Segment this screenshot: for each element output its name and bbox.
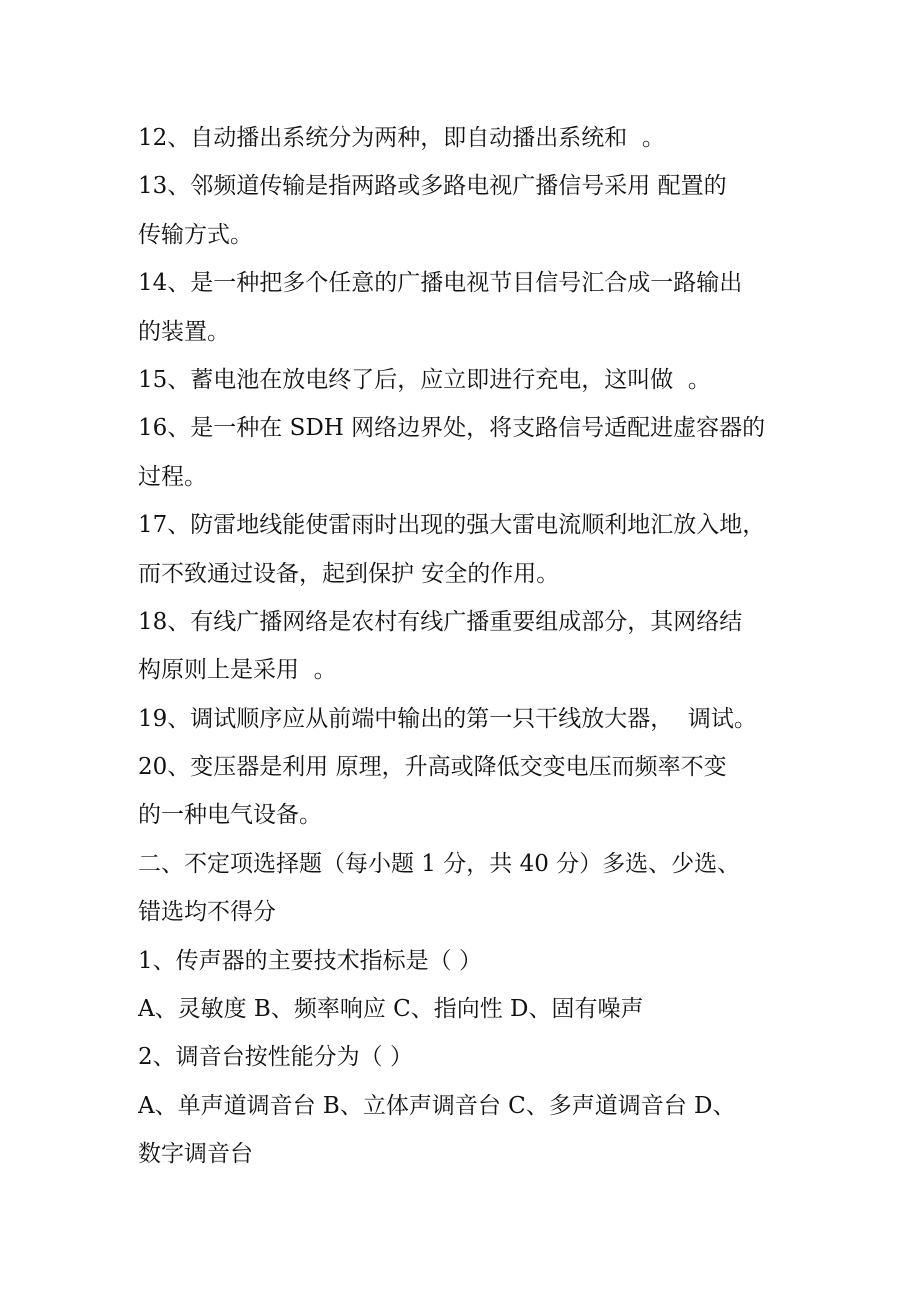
choice-question-1: 1、传声器的主要技术指标是（ ） xyxy=(138,947,482,974)
section-2-heading-continued: 错选均不得分 xyxy=(138,899,276,926)
question-12: 12、自动播出系统分为两种，即自动播出系统和 。 xyxy=(138,125,665,151)
document-body xyxy=(138,114,798,1179)
question-17: 17、防雷地线能使雷雨时出现的强大雷电流顺利地汇放入地， xyxy=(138,512,766,539)
choice-question-2: 2、调音台按性能分为（ ） xyxy=(138,1044,413,1071)
question-15: 15、蓄电池在放电终了后，应立即进行充电，这叫做 。 xyxy=(138,366,711,393)
section-2-heading: 二、不定项选择题（每小题 1 分，共 40 分）多选、少选、 xyxy=(138,850,741,877)
question-18: 18、有线广播网络是农村有线广播重要组成部分，其网络结 xyxy=(138,608,743,635)
choice-question-2-options-continued: 数字调音台 xyxy=(138,1141,253,1168)
question-17-continued: 而不致通过设备，起到保护 安全的作用。 xyxy=(138,560,560,587)
choice-question-1-options: A、灵敏度 B、频率响应 C、指向性 D、固有噪声 xyxy=(138,996,644,1023)
question-18-continued: 构原则上是采用 。 xyxy=(138,657,337,684)
question-20-continued: 的一种电气设备。 xyxy=(138,802,322,829)
question-16-continued: 过程。 xyxy=(138,463,207,490)
question-20: 20、变压器是利用 原理，升高或降低交变电压而频率不变 xyxy=(138,754,727,781)
question-13-continued: 传输方式。 xyxy=(138,221,253,248)
choice-question-2-options: A、单声道调音台 B、立体声调音台 C、多声道调音台 D、 xyxy=(138,1092,736,1119)
question-14-continued: 的装置。 xyxy=(138,318,230,345)
question-14: 14、是一种把多个任意的广播电视节目信号汇合成一路输出 xyxy=(138,270,743,297)
question-16: 16、是一种在 SDH 网络边界处，将支路信号适配进虚容器的 xyxy=(138,415,766,442)
question-13: 13、邻频道传输是指两路或多路电视广播信号采用 配置的 xyxy=(138,173,727,200)
question-19: 19、调试顺序应从前端中输出的第一只干线放大器， 调试。 xyxy=(138,705,757,732)
